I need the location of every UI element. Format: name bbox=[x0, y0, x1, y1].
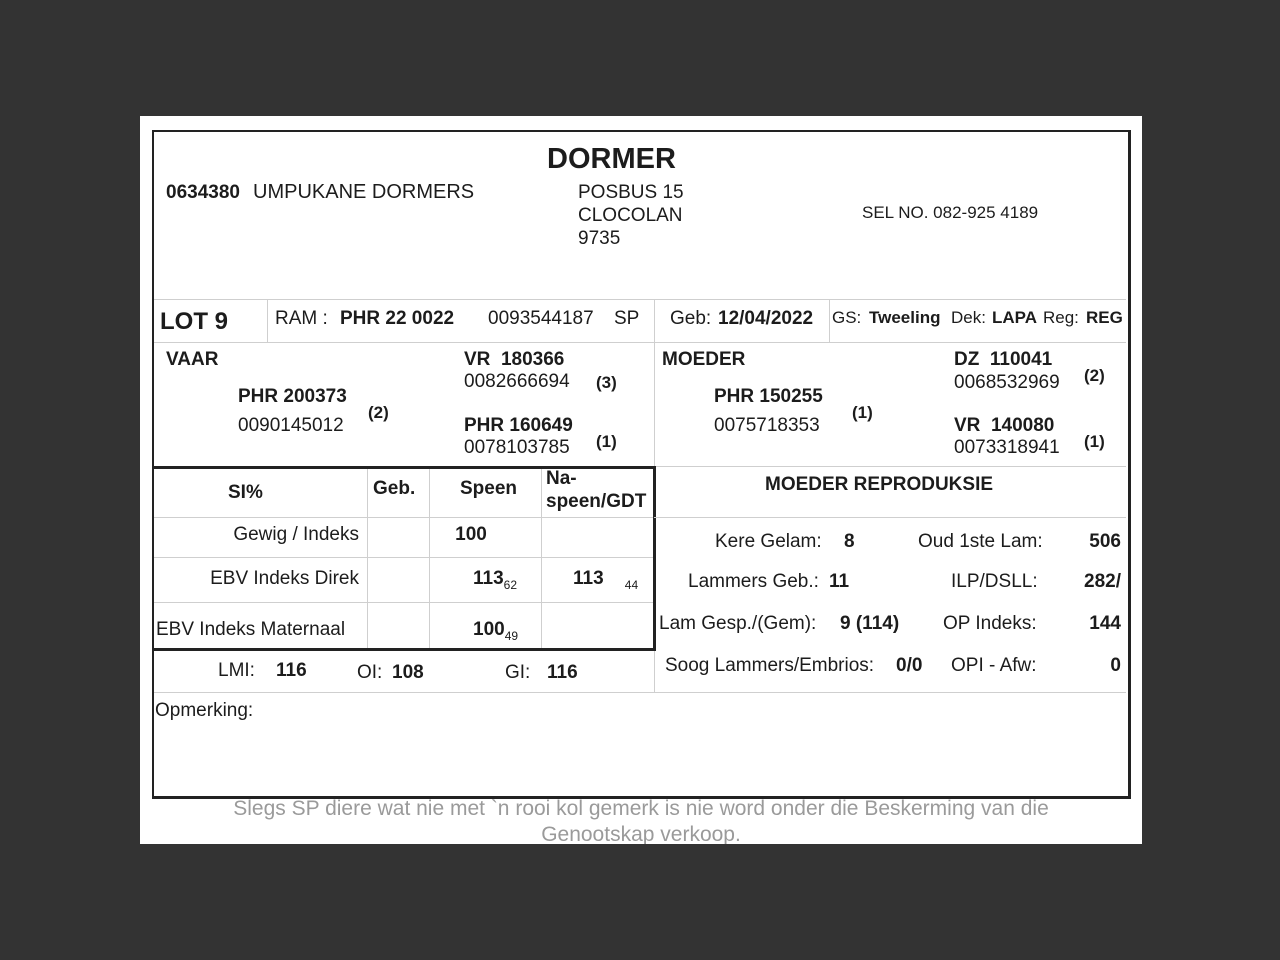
si-header-si: SI% bbox=[228, 482, 263, 503]
breed-title: DORMER bbox=[547, 143, 676, 175]
soog-value: 0/0 bbox=[896, 655, 923, 676]
birth-date: 12/04/2022 bbox=[718, 308, 814, 329]
si-header-naspeen-2: speen/GDT bbox=[546, 491, 647, 512]
soog-label: Soog Lammers/Embrios: bbox=[665, 655, 875, 676]
si-row-speen bbox=[473, 568, 517, 596]
si-row-speen-value: 100 bbox=[473, 619, 505, 640]
si-row-label: EBV Indeks Maternaal bbox=[156, 619, 346, 640]
sire-dam-count: (1) bbox=[596, 432, 617, 451]
address-line-2: CLOCOLAN bbox=[578, 205, 683, 226]
dam-sire-number: 0068532969 bbox=[954, 372, 1060, 393]
kere-value: 8 bbox=[844, 531, 855, 552]
geb-divider bbox=[654, 299, 655, 342]
si-row-naspeen-value: 113 bbox=[573, 568, 604, 589]
sire-dam-id: PHR 160649 bbox=[464, 415, 573, 436]
reproduction-title: MOEDER REPRODUKSIE bbox=[765, 474, 994, 495]
birth-date-label: Geb: bbox=[670, 308, 712, 329]
op-value: 144 bbox=[1089, 613, 1121, 634]
footer-notice bbox=[140, 796, 1142, 844]
pedigree-bottom-line bbox=[654, 466, 1126, 467]
si-table-bottom-border bbox=[154, 648, 654, 651]
dam-sire-id: DZ 110041 bbox=[954, 349, 1053, 370]
sire-count: (2) bbox=[368, 403, 389, 422]
ram-class: SP bbox=[614, 308, 640, 329]
ilp-label: ILP/DSLL: bbox=[951, 571, 1038, 592]
si-row-speen-sub: 62 bbox=[503, 578, 518, 592]
oi-value: 108 bbox=[392, 662, 424, 683]
si-row-naspeen-sub: 44 bbox=[624, 578, 639, 592]
dam-dam-id: VR 140080 bbox=[954, 415, 1055, 436]
lot-number: LOT 9 bbox=[160, 308, 229, 335]
kere-label: Kere Gelam: bbox=[715, 531, 822, 552]
cell-number: SEL NO. 082-925 4189 bbox=[862, 203, 1039, 222]
breeder-name: UMPUKANE DORMERS bbox=[253, 181, 475, 203]
dek-value: LAPA bbox=[992, 308, 1038, 327]
sire-id: PHR 200373 bbox=[238, 386, 347, 407]
catalogue-card bbox=[140, 116, 1142, 844]
dek-label: Dek: bbox=[951, 308, 986, 327]
gs-value: Tweeling bbox=[869, 308, 941, 327]
oi-label: OI: bbox=[357, 662, 383, 683]
gi-label: GI: bbox=[505, 662, 531, 683]
reg-value: REG bbox=[1086, 308, 1123, 327]
si-header-geb: Geb. bbox=[373, 478, 416, 499]
lot-row-top-line bbox=[154, 299, 1126, 300]
reg-label: Reg: bbox=[1043, 308, 1079, 327]
address-line-1: POSBUS 15 bbox=[578, 182, 684, 203]
breeder-number: 0634380 bbox=[166, 182, 240, 203]
si-table-top-border bbox=[154, 466, 654, 469]
lot-divider bbox=[267, 299, 268, 342]
address-line-3: 9735 bbox=[578, 228, 621, 249]
footer-line-2: Genootskap verkoop. bbox=[541, 823, 741, 844]
si-row1-line bbox=[154, 557, 653, 558]
ram-label: RAM : bbox=[275, 308, 328, 329]
gesp-value: 9 (114) bbox=[840, 613, 900, 634]
lmi-value: 116 bbox=[276, 660, 307, 681]
dam-dam-count: (1) bbox=[1084, 432, 1105, 451]
sire-dam-number: 0078103785 bbox=[464, 437, 570, 458]
lmi-label: LMI: bbox=[218, 660, 255, 681]
ram-number: 0093544187 bbox=[488, 308, 594, 329]
oud-label: Oud 1ste Lam: bbox=[918, 531, 1043, 552]
si-row-speen-value: 113 bbox=[473, 568, 504, 589]
pedigree-divider bbox=[654, 342, 655, 466]
si-row-label: Gewig / Indeks bbox=[233, 524, 359, 545]
index-divider bbox=[654, 651, 655, 693]
ram-id: PHR 22 0022 bbox=[340, 308, 455, 329]
si-row-speen bbox=[430, 524, 512, 552]
gi-value: 116 bbox=[547, 662, 578, 683]
si-col-naspeen bbox=[541, 469, 542, 648]
op-label: OP Indeks: bbox=[943, 613, 1037, 634]
dam-number: 0075718353 bbox=[714, 415, 820, 436]
si-col-speen bbox=[429, 469, 430, 648]
si-row-speen-sub: 49 bbox=[504, 629, 519, 643]
dam-dam-number: 0073318941 bbox=[954, 437, 1060, 458]
si-table-right-border bbox=[653, 466, 656, 651]
sire-number: 0090145012 bbox=[238, 415, 344, 436]
gesp-label: Lam Gesp./(Gem): bbox=[659, 613, 817, 634]
si-header-naspeen-1: Na- bbox=[546, 468, 577, 489]
sire-label: VAAR bbox=[166, 349, 219, 370]
gs-label: GS: bbox=[832, 308, 862, 327]
si-header-speen: Speen bbox=[460, 478, 518, 499]
card-frame bbox=[152, 130, 1131, 799]
si-row-naspeen bbox=[573, 568, 638, 596]
si-row-speen-value: 100 bbox=[455, 524, 487, 545]
footer-line-1: Slegs SP diere wat nie met `n rooi kol gemerk is nie word onder die Beskerming van die bbox=[233, 797, 1049, 820]
lot-row-bottom-line bbox=[154, 342, 1126, 343]
lammers-label: Lammers Geb.: bbox=[688, 571, 819, 592]
opi-label: OPI - Afw: bbox=[951, 655, 1037, 676]
sire-sire-count: (3) bbox=[596, 373, 617, 392]
ilp-value: 282/ bbox=[1084, 571, 1121, 592]
sire-sire-id: VR 180366 bbox=[464, 349, 565, 370]
reproduction-title-line bbox=[654, 517, 1126, 518]
si-row2-line bbox=[154, 602, 653, 603]
si-header-line bbox=[154, 517, 653, 518]
si-row-speen bbox=[473, 619, 518, 647]
lammers-value: 11 bbox=[829, 571, 850, 592]
dam-label: MOEDER bbox=[662, 349, 746, 370]
dam-id: PHR 150255 bbox=[714, 386, 823, 407]
index-bottom-line bbox=[154, 692, 1126, 693]
remarks-label: Opmerking: bbox=[155, 700, 254, 721]
sire-sire-number: 0082666694 bbox=[464, 371, 570, 392]
dam-count: (1) bbox=[852, 403, 873, 422]
si-col-geb bbox=[367, 469, 368, 648]
si-row-label: EBV Indeks Direk bbox=[210, 568, 359, 589]
oud-value: 506 bbox=[1089, 531, 1121, 552]
dam-sire-count: (2) bbox=[1084, 366, 1105, 385]
gs-divider bbox=[829, 299, 830, 342]
opi-value: 0 bbox=[1110, 655, 1121, 676]
